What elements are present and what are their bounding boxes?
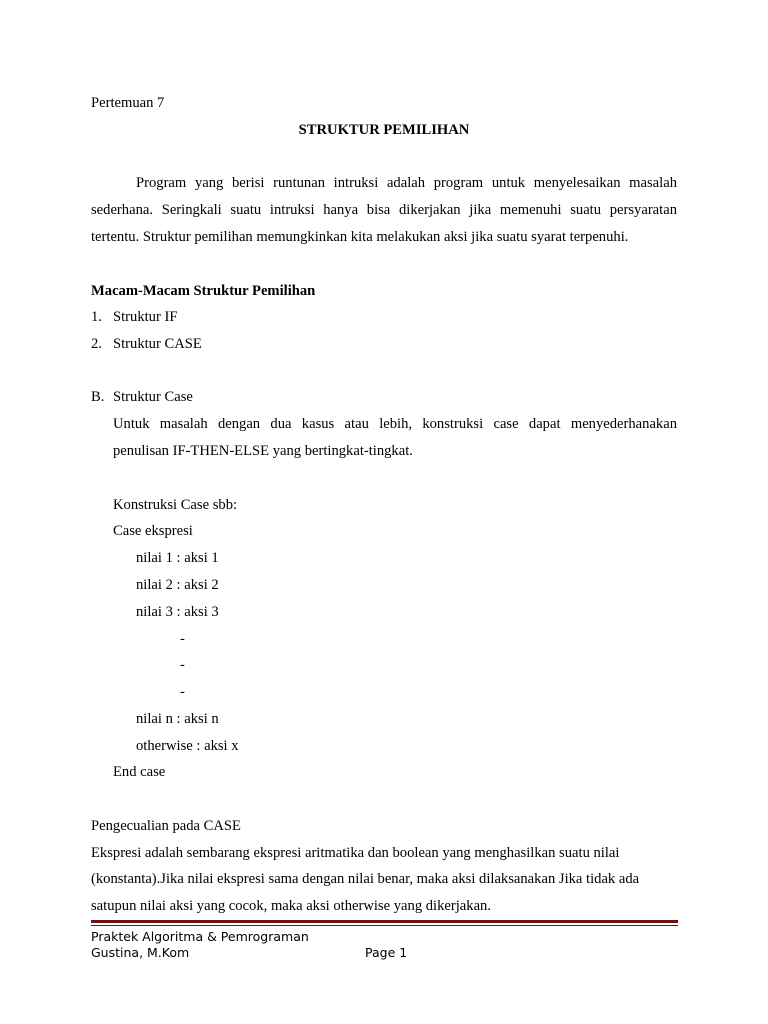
- code-line: nilai n : aksi n: [136, 711, 219, 727]
- page-title: STRUKTUR PEMILIHAN: [298, 122, 470, 138]
- section-para-line-1: Untuk masalah dengan dua kasus atau lebih, konstruksi case dapat menyederhanakan: [113, 416, 677, 432]
- construct-label: Konstruksi Case sbb:: [113, 497, 238, 513]
- section-title: Struktur Case: [113, 389, 193, 405]
- code-line: nilai 1 : aksi 1: [136, 550, 219, 566]
- footer-page-number: Page 1: [365, 945, 408, 960]
- meeting-label: Pertemuan 7: [91, 95, 165, 111]
- types-heading: Macam-Macam Struktur Pemilihan: [91, 283, 316, 299]
- code-ellipsis-dash: -: [180, 631, 185, 647]
- list-item-number: 2.: [91, 336, 102, 352]
- footer-rule-thin: [91, 925, 678, 926]
- exception-line-3: satupun nilai aksi yang cocok, maka aksi otherwise yang dikerjakan.: [91, 898, 491, 914]
- list-item: Struktur IF: [113, 309, 178, 325]
- code-otherwise: otherwise : aksi x: [136, 738, 239, 754]
- code-ellipsis-dash: -: [180, 657, 185, 673]
- section-para-line-2: penulisan IF-THEN-ELSE yang bertingkat-tingkat.: [113, 443, 413, 459]
- exception-line-1: Ekspresi adalah sembarang ekspresi aritmatika dan boolean yang menghasilkan suatu nilai: [91, 845, 620, 861]
- list-item: Struktur CASE: [113, 336, 202, 352]
- section-marker: B.: [91, 389, 105, 405]
- footer-course: Praktek Algoritma & Pemrograman: [91, 929, 309, 944]
- footer-rule-thick: [91, 920, 678, 923]
- code-line: nilai 3 : aksi 3: [136, 604, 219, 620]
- exception-line-2: (konstanta).Jika nilai ekspresi sama dengan nilai benar, maka aksi dilaksanakan Jika tidak ada: [91, 871, 640, 887]
- exception-heading: Pengecualian pada CASE: [91, 818, 241, 834]
- code-start: Case ekspresi: [113, 523, 193, 539]
- intro-line-3: tertentu. Struktur pemilihan memungkinkan kita melakukan aksi jika suatu syarat terpenuhi.: [91, 229, 629, 245]
- code-end: End case: [113, 764, 166, 780]
- code-ellipsis-dash: -: [180, 684, 185, 700]
- intro-line-2: sederhana. Seringkali suatu intruksi hanya bisa dikerjakan jika memenuhi suatu persyaratan: [91, 202, 677, 218]
- footer-author: Gustina, M.Kom: [91, 945, 190, 960]
- code-line: nilai 2 : aksi 2: [136, 577, 219, 593]
- intro-line-1: Program yang berisi runtunan intruksi adalah program untuk menyelesaikan masalah: [136, 175, 677, 191]
- list-item-number: 1.: [91, 309, 102, 325]
